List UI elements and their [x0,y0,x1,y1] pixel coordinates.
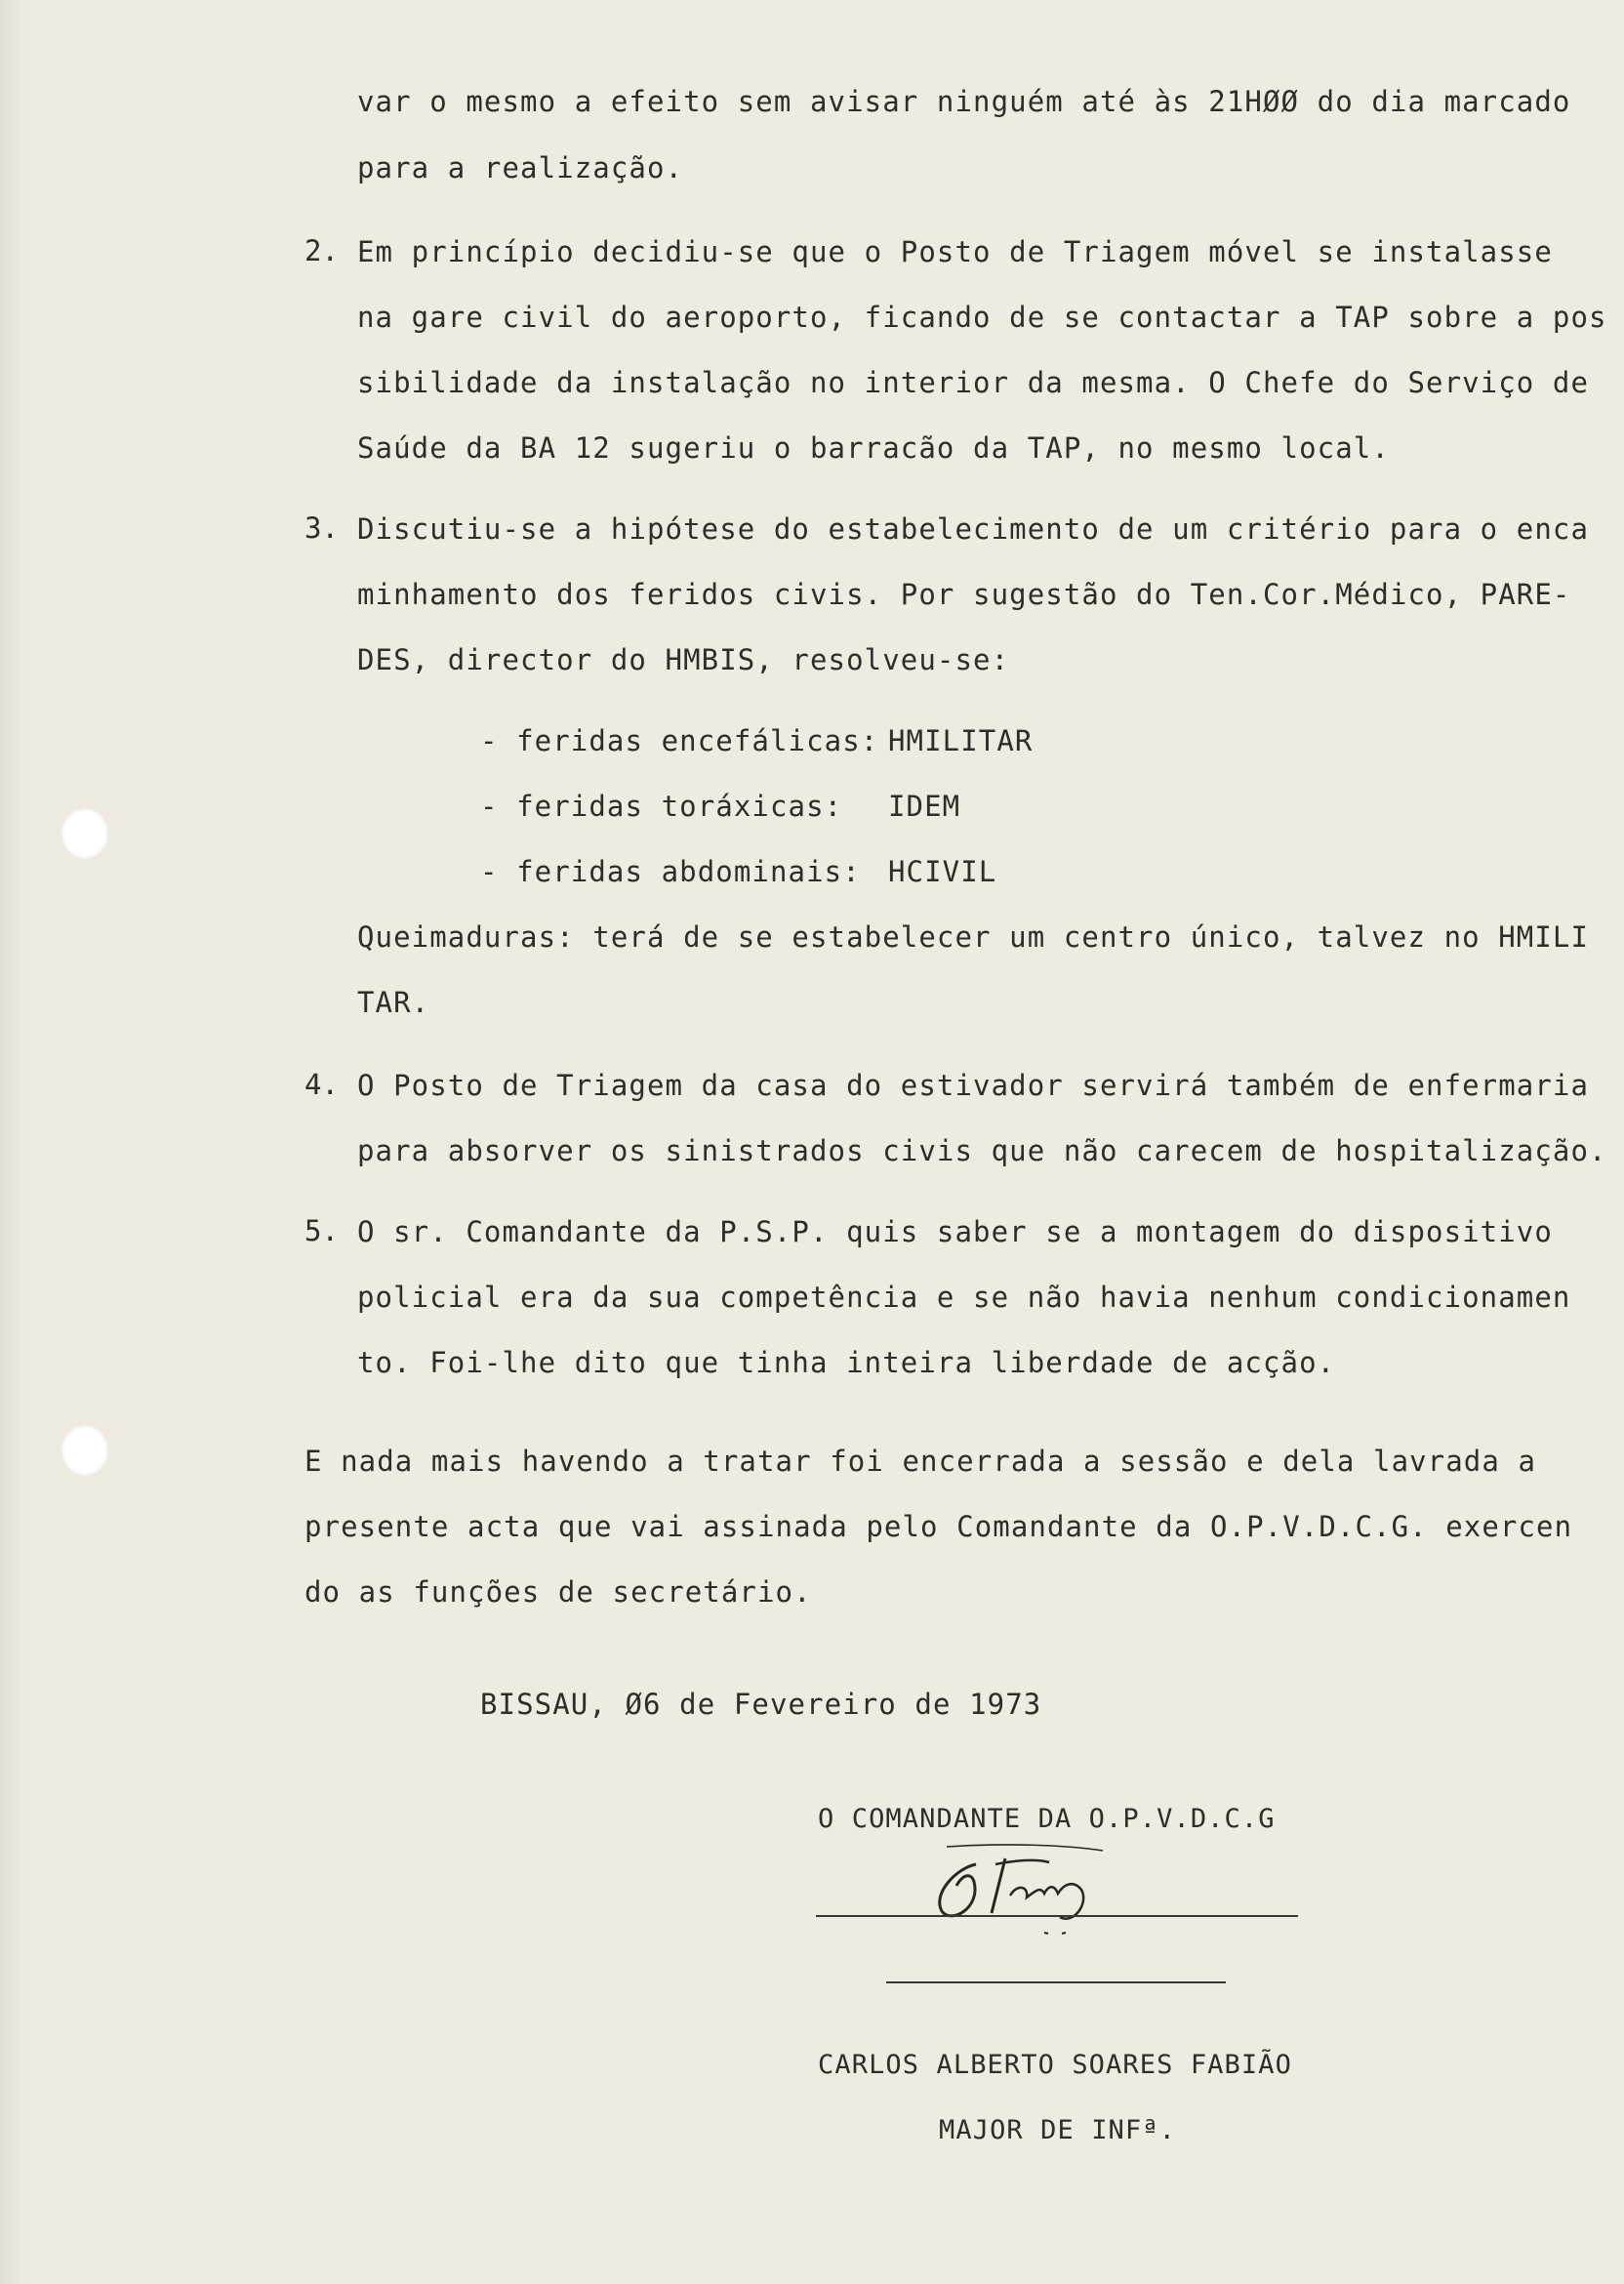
signature-line [816,1915,1298,1917]
intro-line: para a realização. [357,151,684,184]
item-number: 3. [304,511,339,545]
intro-line: var o mesmo a efeito sem avisar ninguém até às 21HØØ do dia marcado [357,85,1571,118]
place-date: BISSAU, Ø6 de Fevereiro de 1973 [480,1688,1042,1721]
item-line: policial era da sua competência e se não havia nenhum condicionamen [357,1281,1571,1314]
punch-hole-upper [61,808,108,859]
item-line: TAR. [357,986,430,1019]
name-line [886,1981,1226,1983]
signatory-name: CARLOS ALBERTO SOARES FABIÃO [818,2050,1292,2080]
item-line: to. Foi-lhe dito que tinha inteira liberdade de acção. [357,1346,1336,1379]
item-line: Em princípio decidiu-se que o Posto de Triagem móvel se instalasse [357,235,1553,268]
list-label: - feridas abdominais: [480,855,861,888]
item-number: 4. [304,1068,339,1101]
item-line: Saúde da BA 12 sugeriu o barracão da TAP, no mesmo local. [357,431,1390,465]
item-number: 5. [304,1214,339,1247]
item-line: minhamento dos feridos civis. Por sugestão do Ten.Cor.Médico, PARE- [357,578,1571,611]
list-value: HCIVIL [888,855,997,888]
list-value: HMILITAR [888,724,1034,757]
handwritten-signature [810,1835,1181,1942]
item-line: sibilidade da instalação no interior da mesma. O Chefe do Serviço de [357,366,1590,399]
closing-line: E nada mais havendo a tratar foi encerrada a sessão e dela lavrada a [304,1445,1537,1478]
list-label: - feridas encefálicas: [480,724,879,757]
item-line: DES, director do HMBIS, resolveu-se: [357,643,1010,676]
punch-hole-lower [61,1425,108,1476]
item-line: O sr. Comandante da P.S.P. quis saber se a montagem do dispositivo [357,1215,1553,1248]
list-value: IDEM [888,790,961,823]
signatory-title: O COMANDANTE DA O.P.V.D.C.G [818,1804,1276,1834]
item-line: Queimaduras: terá de se estabelecer um centro único, talvez no HMILI [357,920,1590,954]
item-line: na gare civil do aeroporto, ficando de se contactar a TAP sobre a pos [357,301,1607,334]
item-line: Discutiu-se a hipótese do estabelecimento de um critério para o enca [357,512,1590,546]
list-label: - feridas toráxicas: [480,790,843,823]
closing-line: presente acta que vai assinada pelo Comandante da O.P.V.D.C.G. exercen [304,1510,1573,1543]
signatory-rank: MAJOR DE INFª. [939,2115,1176,2145]
item-number: 2. [304,234,339,267]
closing-line: do as funções de secretário. [304,1575,812,1609]
item-line: para absorver os sinistrados civis que não carecem de hospitalização. [357,1134,1607,1167]
item-line: O Posto de Triagem da casa do estivador servirá também de enfermaria [357,1069,1590,1102]
